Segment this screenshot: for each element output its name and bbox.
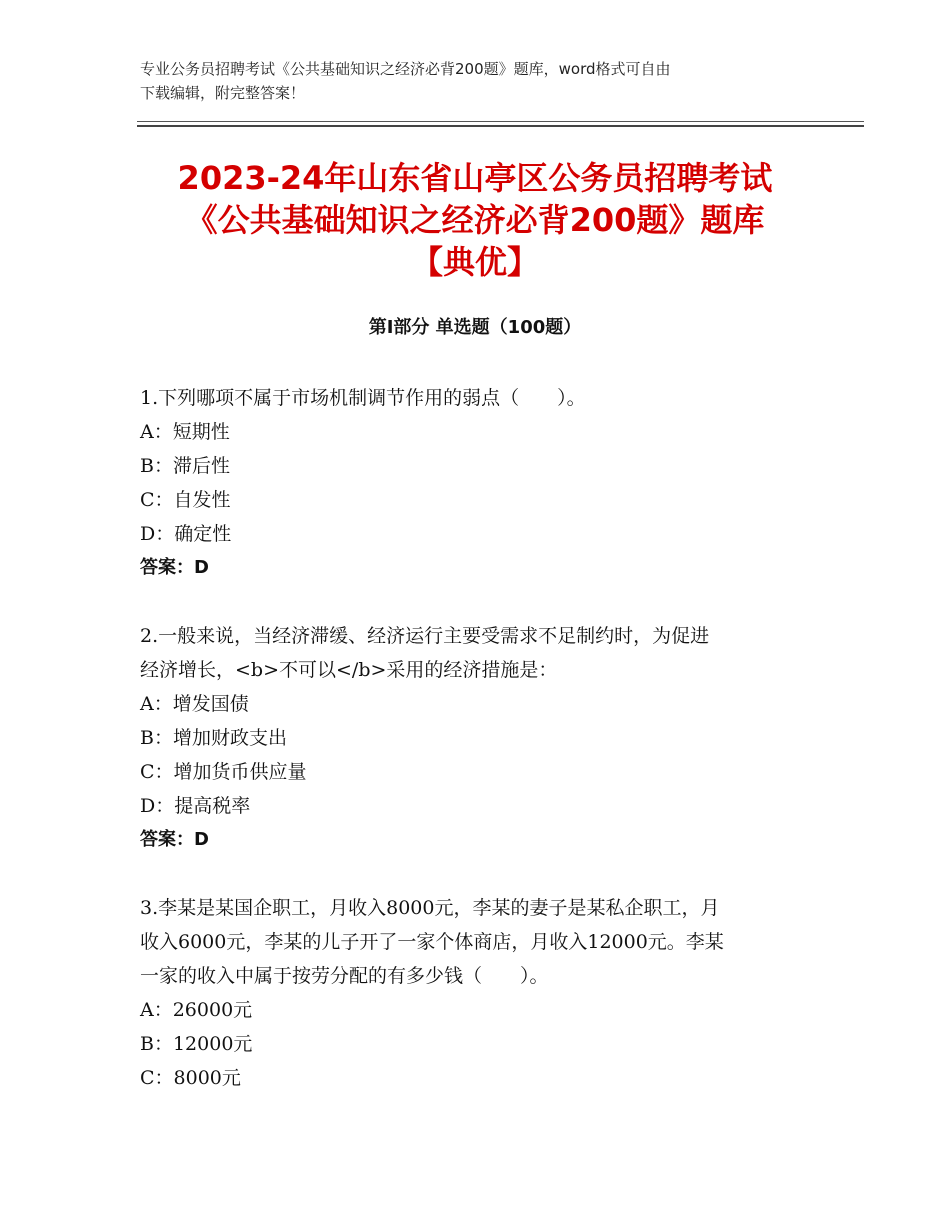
header-divider [137, 125, 864, 127]
spacer [140, 585, 820, 619]
question-stem: 1.下列哪项不属于市场机制调节作用的弱点（ ）。 [140, 387, 586, 409]
answer: 答案：D [140, 829, 209, 850]
option-d: D：提高税率 [140, 795, 251, 817]
section-title: 第Ⅰ部分 单选题（100题） [368, 317, 582, 338]
option-b: B：12000元 [140, 1033, 253, 1055]
header-divider [137, 121, 864, 122]
header-note-line: 下载编辑，附完整答案！ [140, 84, 306, 102]
title-line: 2023-24年山东省山亭区公务员招聘考试 [177, 159, 773, 197]
option-a: A：26000元 [140, 999, 253, 1021]
question-stem: 经济增长，<b>不可以</b>采用的经济措施是： [140, 659, 558, 681]
option-c: C：自发性 [140, 489, 231, 511]
header-note [140, 57, 830, 105]
answer: 答案：D [140, 557, 209, 578]
title-line: 《公共基础知识之经济必背200题》题库 [185, 201, 765, 239]
option-c: C：8000元 [140, 1067, 241, 1089]
option-a: A：增发国债 [140, 693, 249, 715]
option-b: B：增加财政支出 [140, 727, 287, 749]
question-stem: 一家的收入中属于按劳分配的有多少钱（ ）。 [140, 965, 549, 987]
question-stem: 收入6000元，李某的儿子开了一家个体商店，月收入12000元。李某 [140, 931, 724, 953]
question-item [140, 619, 820, 857]
question-stem: 3.李某是某国企职工，月收入8000元，李某的妻子是某私企职工，月 [140, 897, 720, 919]
title-line: 【典优】 [410, 243, 539, 281]
document-title [0, 157, 950, 283]
option-c: C：增加货币供应量 [140, 761, 307, 783]
option-d: D：确定性 [140, 523, 232, 545]
question-list [140, 381, 820, 1095]
option-a: A：短期性 [140, 421, 230, 443]
question-item [140, 891, 820, 1095]
header-note-line: 专业公务员招聘考试《公共基础知识之经济必背200题》题库，word格式可自由 [140, 60, 671, 78]
question-stem: 2.一般来说，当经济滞缓、经济运行主要受需求不足制约时，为促进 [140, 625, 710, 647]
question-item [140, 381, 820, 585]
option-b: B：滞后性 [140, 455, 230, 477]
spacer [140, 857, 820, 891]
